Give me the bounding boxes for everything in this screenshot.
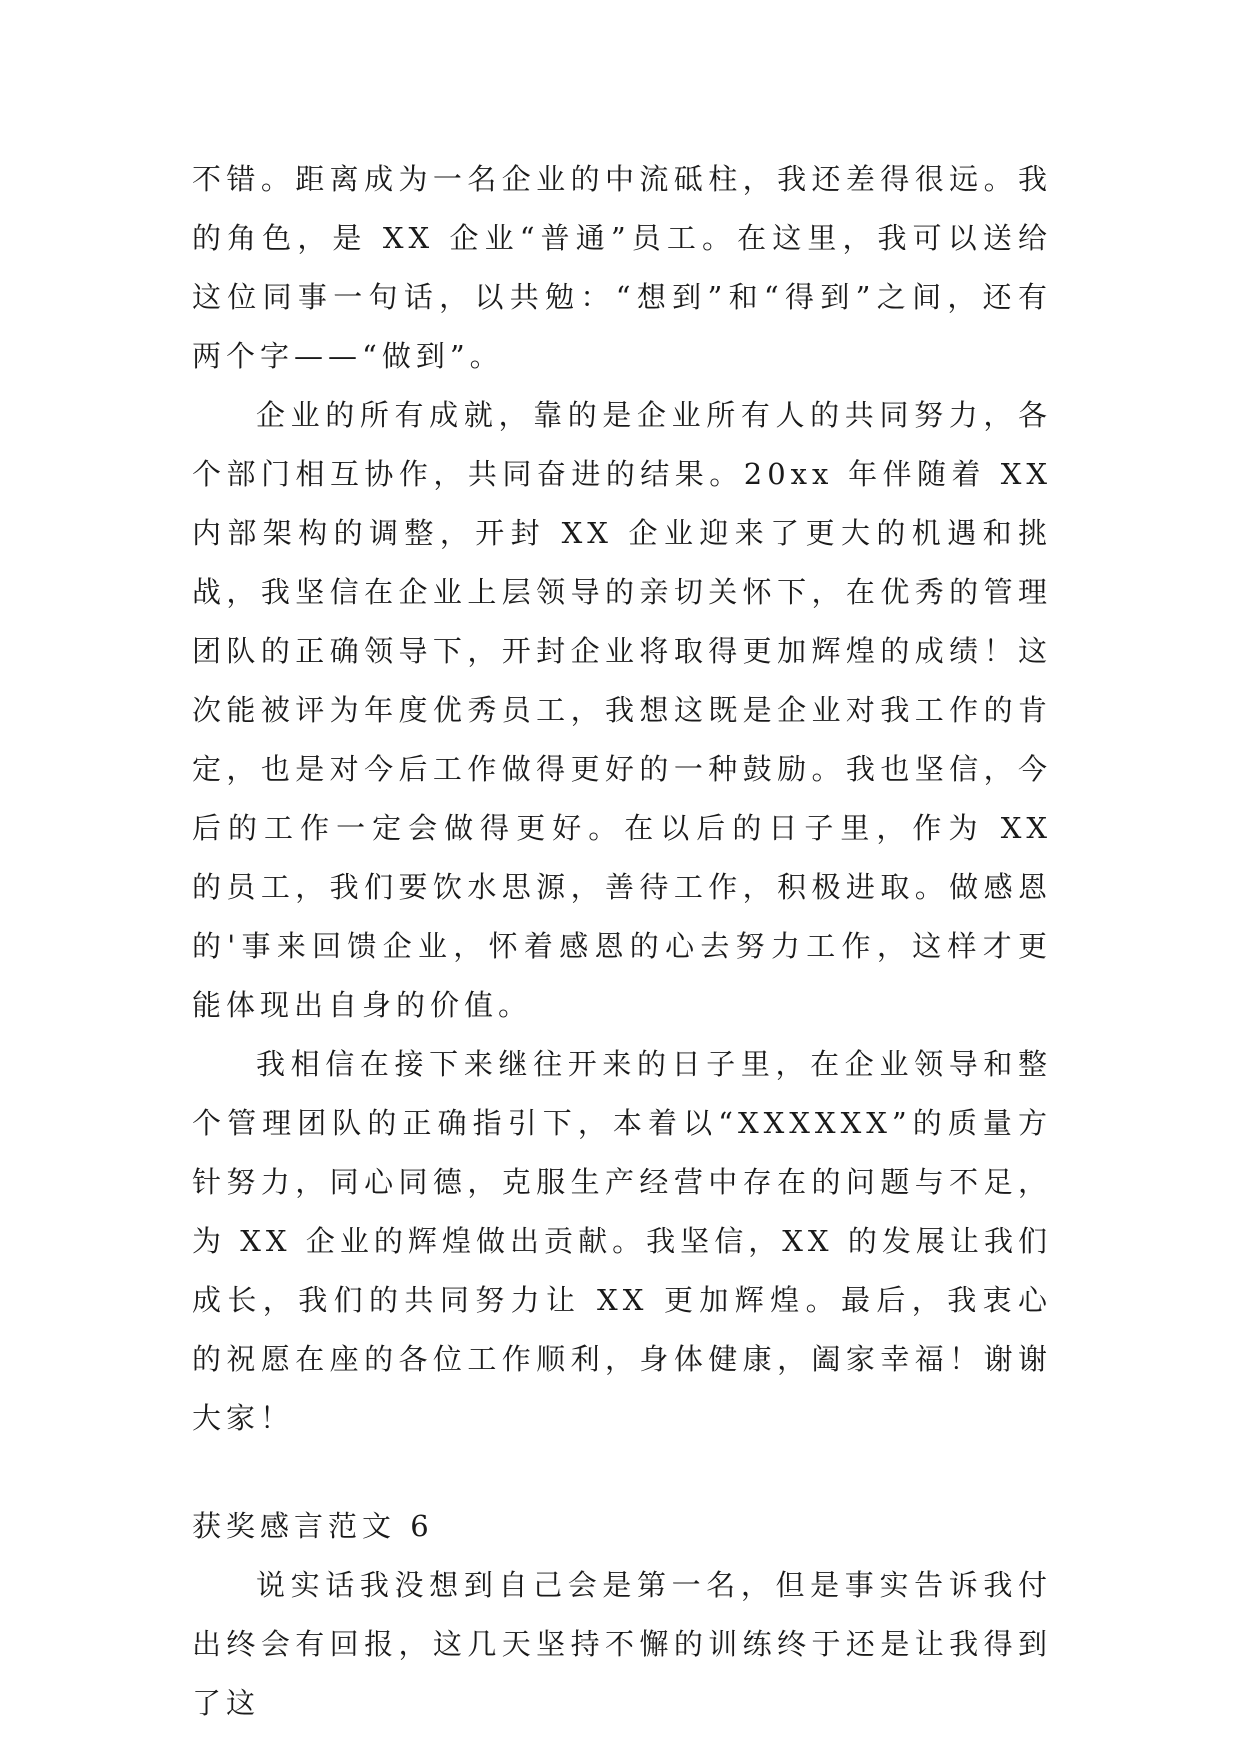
paragraph-closing: 我相信在接下来继往开来的日子里，在企业领导和整个管理团队的正确指引下，本着以“XXXXXX”的质量方针努力，同心同德，克服生产经营中存在的问题与不足，为 XX 企业的辉煌做出贡献。我坚信，XX 的发展让我们成长，我们的共同努力让 XX 更加辉煌。最后，我衷心的祝愿在座的各位工作顺利，身体健康，阖家幸福！谢谢大家！ xyxy=(192,1047,1052,1435)
section-heading: 获奖感言范文 6 xyxy=(192,1509,434,1543)
document-page xyxy=(192,150,1052,1733)
paragraph-achievements: 企业的所有成就，靠的是企业所有人的共同努力，各个部门相互协作，共同奋进的结果。20xx 年伴随着 XX 内部架构的调整，开封 XX 企业迎来了更大的机遇和挑战，我坚信在企业上层领导的亲切关怀下，在优秀的管理团队的正确领导下，开封企业将取得更加辉煌的成绩！这次能被评为年度优秀员工，我想这既是企业对我工作的肯定，也是对今后工作做得更好的一种鼓励。我也坚信，今后的工作一定会做得更好。在以后的日子里，作为 XX 的员工，我们要饮水思源，善待工作，积极进取。做感恩的'事来回馈企业，怀着感恩的心去努力工作，这样才更能体现出自身的价值。 xyxy=(192,398,1052,1022)
paragraph-continuation: 不错。距离成为一名企业的中流砥柱，我还差得很远。我的角色，是 XX 企业“普通”员工。在这里，我可以送给这位同事一句话，以共勉：“想到”和“得到”之间，还有两个字——“做到”。 xyxy=(192,162,1052,373)
paragraph-section-6-start: 说实话我没想到自己会是第一名，但是事实告诉我付出终会有回报，这几天坚持不懈的训练终于还是让我得到了这 xyxy=(192,1568,1052,1720)
